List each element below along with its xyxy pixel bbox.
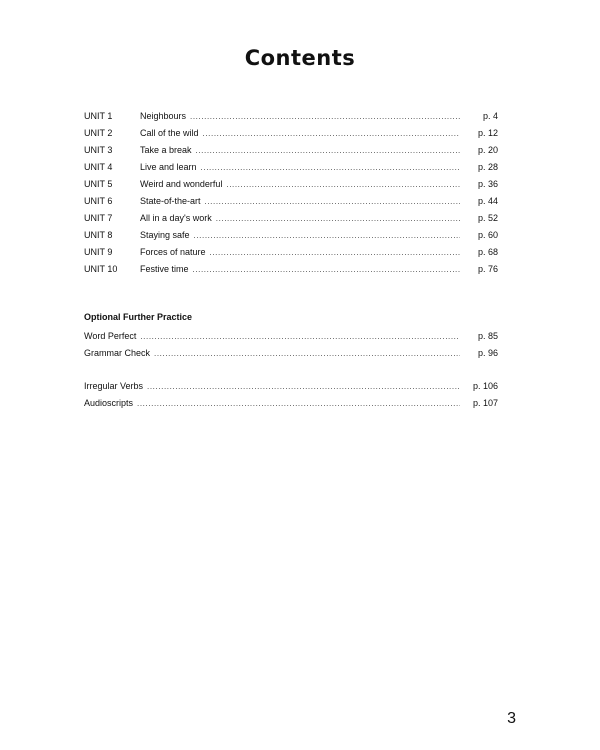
dot-leader: [196, 144, 460, 158]
toc-entry-unit-2[interactable]: [84, 126, 498, 140]
page-reference: p. 12: [477, 128, 498, 138]
page-reference: p. 107: [472, 398, 498, 408]
page-reference: p. 52: [477, 213, 498, 223]
page-reference: p. 85: [477, 331, 498, 341]
dot-leader: [226, 178, 460, 192]
toc-entry-audioscripts[interactable]: [84, 396, 498, 410]
dot-leader: [205, 195, 460, 209]
toc-entry-unit-5[interactable]: [84, 177, 498, 191]
page-reference: p. 4: [482, 111, 498, 121]
toc-entry-unit-7[interactable]: [84, 211, 498, 225]
unit-title: Live and learn: [140, 162, 197, 172]
unit-number: UNIT 6: [84, 196, 113, 206]
page-reference: p. 20: [477, 145, 498, 155]
toc-entry-irregular-verbs[interactable]: [84, 379, 498, 393]
dot-leader: [137, 397, 460, 411]
toc-entry-unit-6[interactable]: [84, 194, 498, 208]
unit-number: UNIT 10: [84, 264, 118, 274]
unit-number: UNIT 3: [84, 145, 113, 155]
page-reference: p. 76: [477, 264, 498, 274]
dot-leader: [216, 212, 460, 226]
toc-entry-unit-4[interactable]: [84, 160, 498, 174]
page-reference: p. 106: [472, 381, 498, 391]
toc-entry-unit-9[interactable]: [84, 245, 498, 259]
page-number: 3: [507, 710, 516, 727]
dot-leader: [154, 347, 460, 361]
dot-leader: [140, 330, 460, 344]
toc-entry-grammar-check[interactable]: [84, 346, 498, 360]
dot-leader: [193, 263, 460, 277]
toc-entry-unit-1[interactable]: [84, 109, 498, 123]
unit-title: All in a day's work: [140, 213, 212, 223]
unit-number: UNIT 7: [84, 213, 113, 223]
unit-title: State-of-the-art: [140, 196, 201, 206]
dot-leader: [210, 246, 460, 260]
unit-number: UNIT 9: [84, 247, 113, 257]
page-reference: p. 36: [477, 179, 498, 189]
unit-number: UNIT 2: [84, 128, 113, 138]
unit-number: UNIT 8: [84, 230, 113, 240]
entry-title: Irregular Verbs: [84, 381, 144, 391]
dot-leader: [203, 127, 460, 141]
page-reference: p. 68: [477, 247, 498, 257]
unit-title: Call of the wild: [140, 128, 199, 138]
toc-entry-word-perfect[interactable]: [84, 329, 498, 343]
page-reference: p. 44: [477, 196, 498, 206]
page-reference: p. 60: [477, 230, 498, 240]
entry-title: Word Perfect: [84, 331, 137, 341]
unit-number: UNIT 4: [84, 162, 113, 172]
page-reference: p. 28: [477, 162, 498, 172]
entry-title: Audioscripts: [84, 398, 134, 408]
toc-entry-unit-3[interactable]: [84, 143, 498, 157]
unit-number: UNIT 5: [84, 179, 113, 189]
unit-title: Festive time: [140, 264, 189, 274]
dot-leader: [201, 161, 460, 175]
unit-title: Take a break: [140, 145, 192, 155]
toc-entry-unit-8[interactable]: [84, 228, 498, 242]
contents-title: Contents: [244, 46, 356, 70]
further-practice-heading: Optional Further Practice: [84, 312, 193, 322]
unit-number: UNIT 1: [84, 111, 113, 121]
page-reference: p. 96: [477, 348, 498, 358]
dot-leader: [190, 110, 460, 124]
dot-leader: [147, 380, 460, 394]
unit-title: Neighbours: [140, 111, 187, 121]
entry-title: Grammar Check: [84, 348, 151, 358]
unit-title: Forces of nature: [140, 247, 206, 257]
unit-title: Staying safe: [140, 230, 190, 240]
toc-entry-unit-10[interactable]: [84, 262, 498, 276]
unit-title: Weird and wonderful: [140, 179, 223, 189]
dot-leader: [194, 229, 460, 243]
